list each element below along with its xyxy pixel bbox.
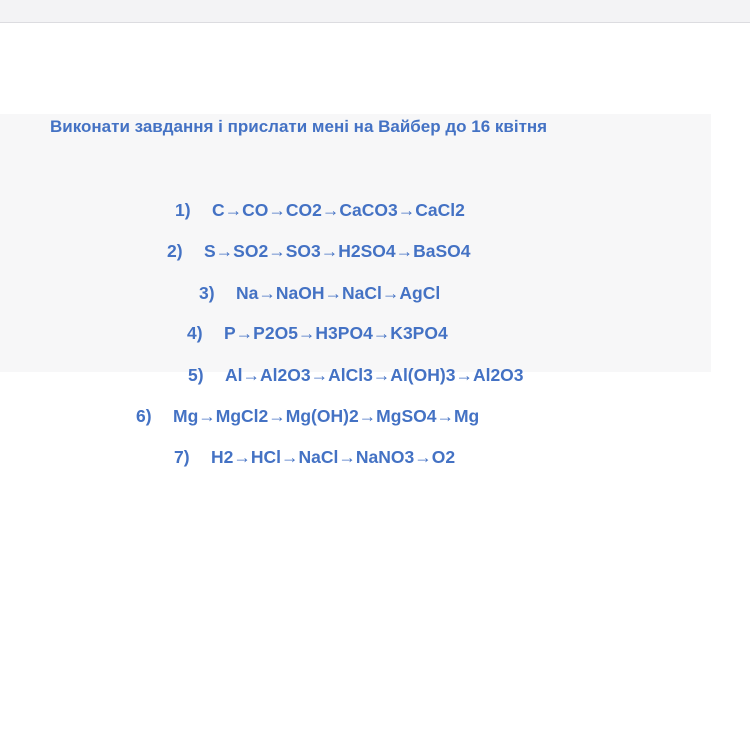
equation-text: P→P2O5→H3PO4→K3PO4	[224, 323, 448, 343]
assignment-title: Виконати завдання і прислати мені на Вайбер до 16 квітня	[50, 117, 548, 136]
equation-text: Mg→MgCl2→Mg(OH)2→MgSO4→Mg	[173, 406, 480, 426]
equation-number: 2)	[167, 241, 183, 261]
equation-2	[167, 241, 470, 262]
equation-3	[199, 283, 440, 304]
equation-text: S→SO2→SO3→H2SO4→BaSO4	[204, 241, 471, 261]
equation-6	[136, 406, 479, 427]
equation-text: Al→Al2O3→AlCl3→Al(OH)3→Al2O3	[225, 365, 524, 385]
equation-number: 5)	[188, 365, 204, 385]
equation-text: C→CO→CO2→CaCO3→CaCl2	[212, 200, 465, 220]
equation-number: 1)	[175, 200, 191, 220]
equation-text: H2→HCl→NaCl→NaNO3→O2	[211, 447, 456, 467]
equation-number: 4)	[187, 323, 203, 343]
equation-7	[174, 447, 455, 468]
equation-number: 3)	[199, 283, 215, 303]
equation-5	[188, 365, 524, 386]
equation-text: Na→NaOH→NaCl→AgCl	[236, 283, 441, 303]
equation-1	[175, 200, 465, 221]
top-toolbar-strip	[0, 0, 750, 23]
equation-number: 6)	[136, 406, 152, 426]
equation-4	[187, 323, 448, 344]
equation-number: 7)	[174, 447, 190, 467]
